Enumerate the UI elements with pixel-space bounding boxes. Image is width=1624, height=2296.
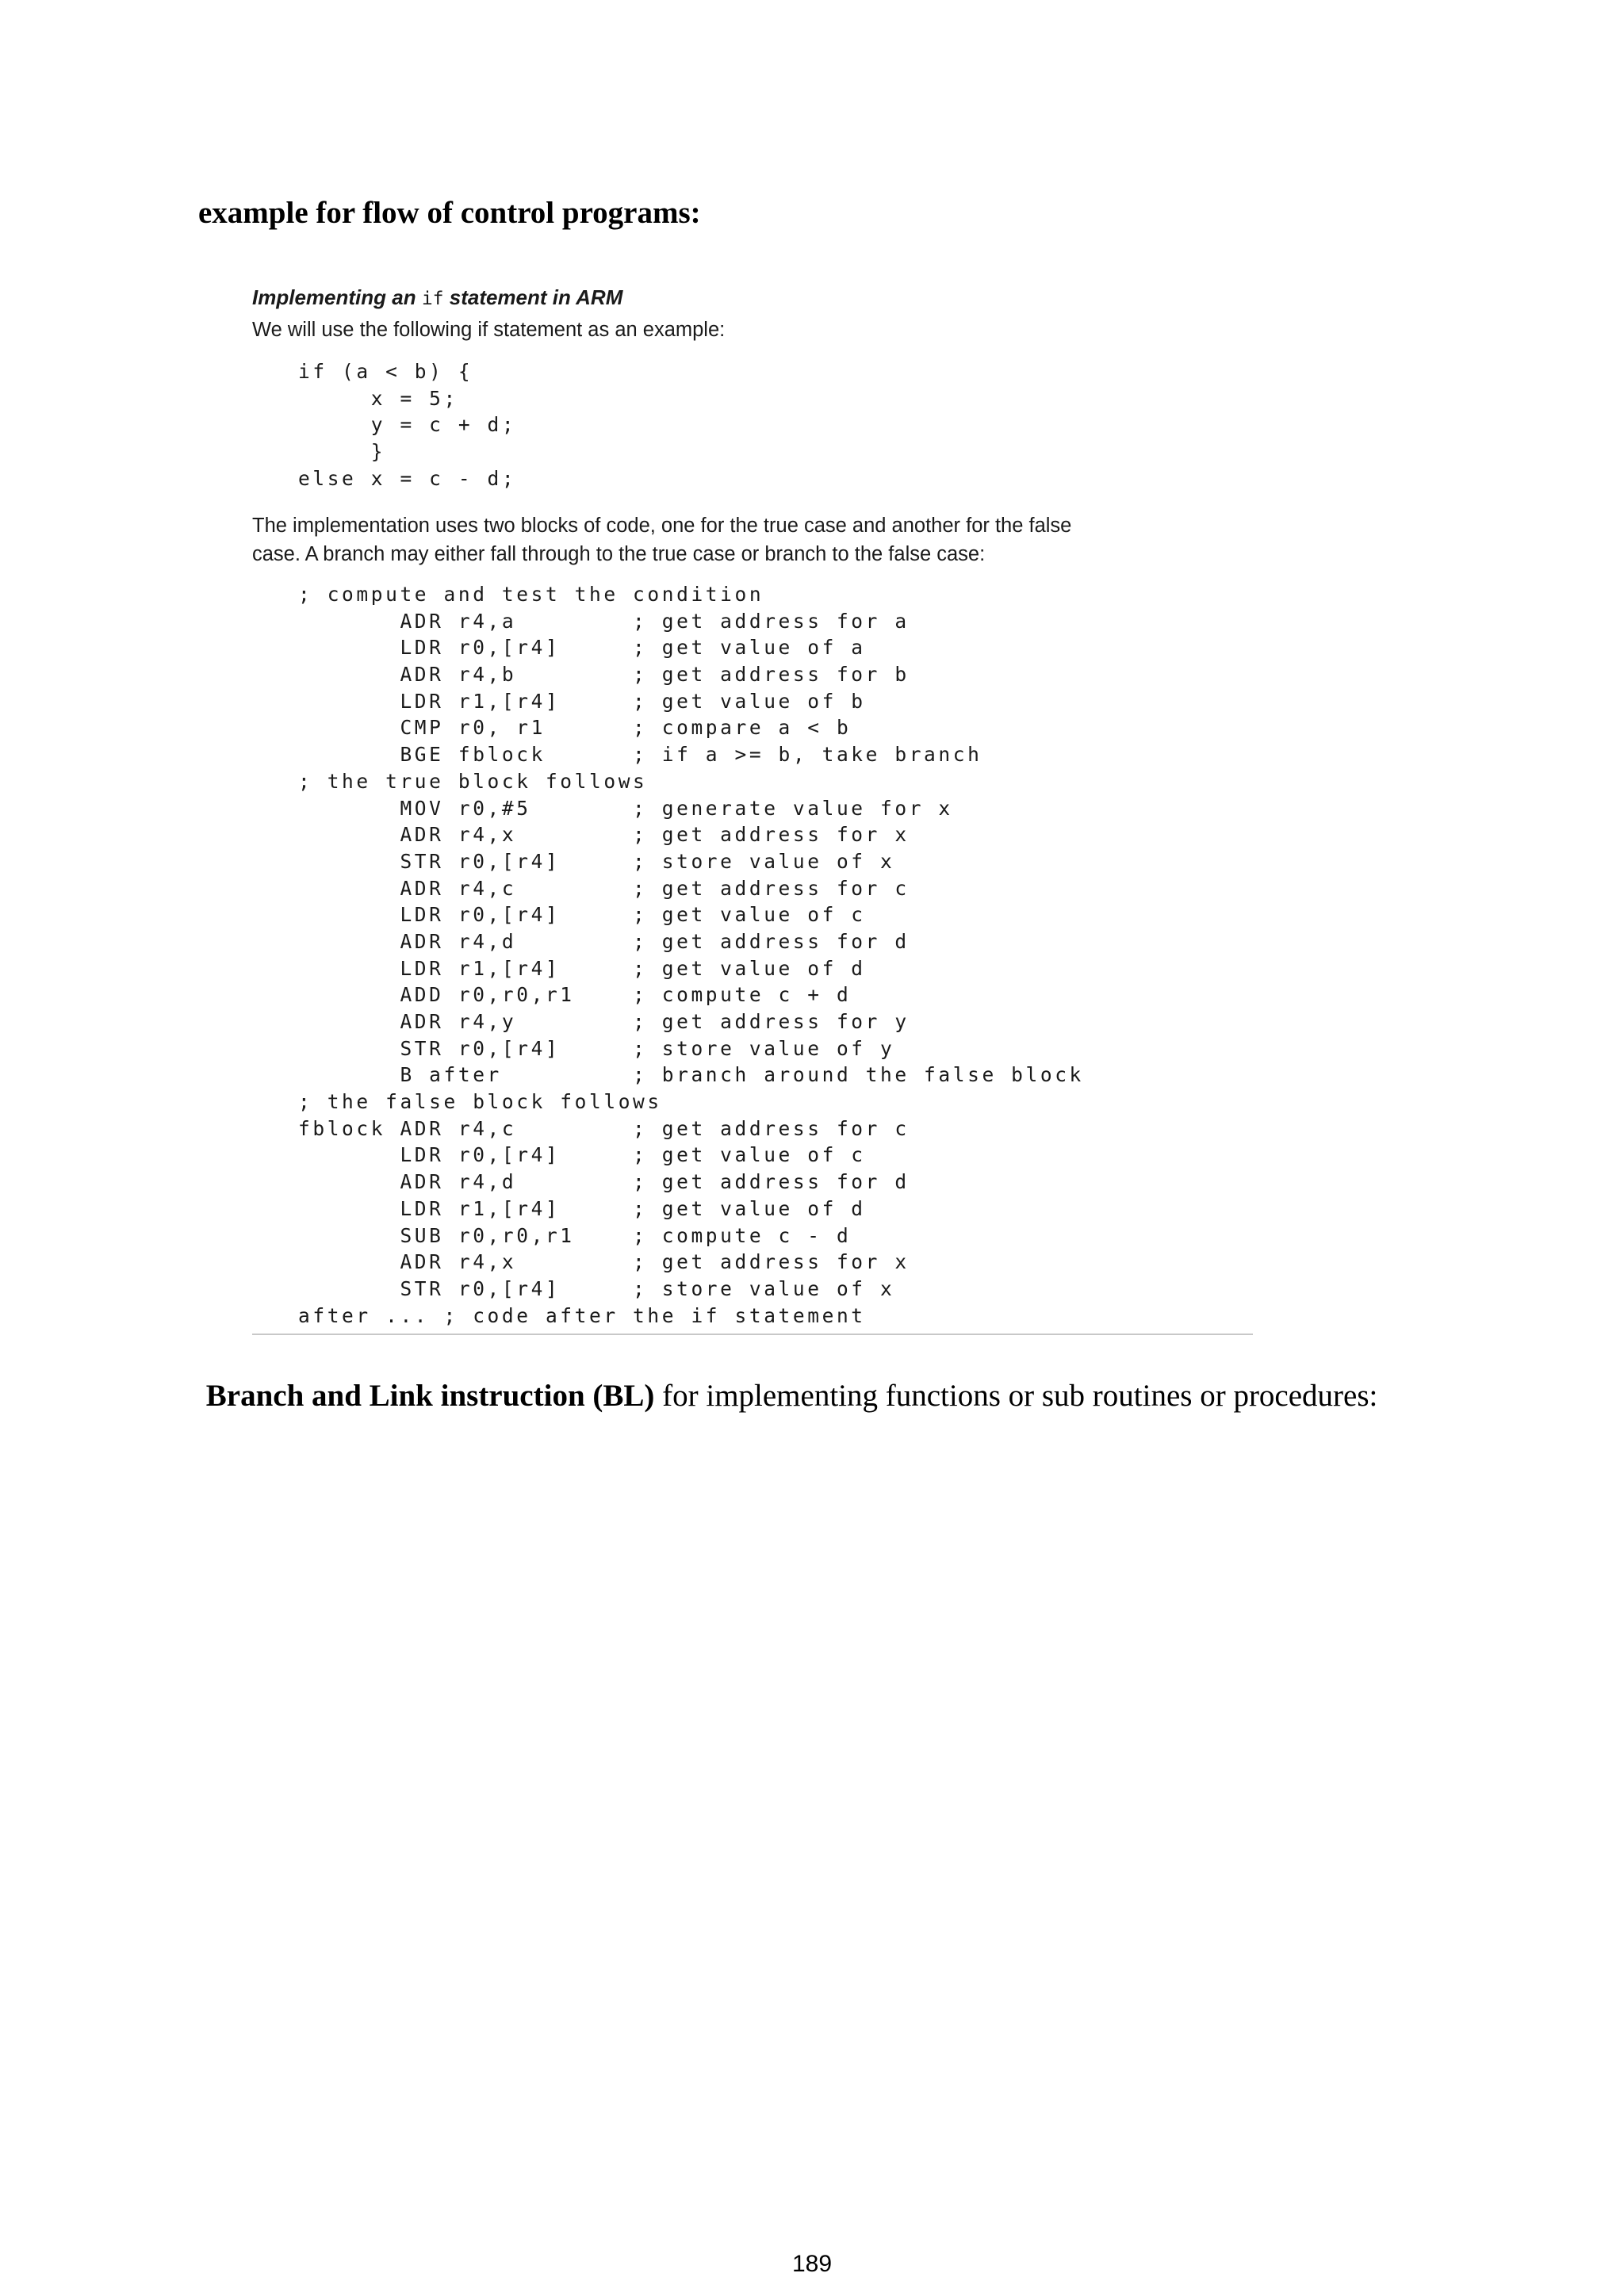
asm-code-line: STR r0,[r4] ; store value of x	[298, 1276, 895, 1300]
asm-code-line: after ... ; code after the if statement	[298, 1303, 866, 1327]
c-code-line: if (a < b) {	[298, 360, 473, 383]
asm-code-line: ; the false block follows	[298, 1090, 662, 1114]
figure-title-prefix: Implementing an	[252, 285, 422, 309]
figure-explanation-line: case. A branch may either fall through to the true case or branch to the false case:	[252, 543, 986, 565]
asm-code-line: SUB r0,r0,r1 ; compute c - d	[298, 1223, 852, 1247]
figure-explanation	[252, 511, 1071, 568]
asm-code-line: ADR r4,a ; get address for a	[298, 609, 910, 633]
asm-code-line: LDR r0,[r4] ; get value of c	[298, 1143, 866, 1167]
asm-code-line: ADR r4,x ; get address for x	[298, 1250, 910, 1274]
figure-intro: We will use the following if statement as an example:	[252, 319, 726, 341]
asm-code-line: ADR r4,d ; get address for d	[298, 929, 910, 953]
bl-paragraph-rest: for implementing functions or sub routines or procedures:	[654, 1379, 1378, 1413]
code-figure	[252, 285, 1253, 1335]
asm-code-line: ADR r4,y ; get address for y	[298, 1010, 910, 1033]
asm-code-line: LDR r0,[r4] ; get value of a	[298, 636, 866, 660]
asm-code-line: STR r0,[r4] ; store value of y	[298, 1036, 895, 1060]
figure-title	[252, 285, 622, 311]
figure-title-code: if	[421, 289, 444, 309]
c-code-line: }	[298, 440, 386, 464]
bl-paragraph	[198, 1377, 1435, 1414]
asm-code-line: LDR r1,[r4] ; get value of d	[298, 1196, 866, 1220]
asm-code-line: fblock ADR r4,c ; get address for c	[298, 1116, 910, 1140]
c-code-line: y = c + d;	[298, 413, 517, 437]
asm-code-line: STR r0,[r4] ; store value of x	[298, 849, 895, 873]
asm-code-line: LDR r1,[r4] ; get value of d	[298, 956, 866, 980]
asm-code-line: CMP r0, r1 ; compare a < b	[298, 716, 852, 740]
asm-code-line: LDR r0,[r4] ; get value of c	[298, 903, 866, 927]
asm-code-line: B after ; branch around the false block	[298, 1063, 1084, 1087]
asm-code-line: BGE fblock ; if a >= b, take branch	[298, 743, 982, 767]
asm-code-line: ; the true block follows	[298, 769, 648, 793]
bl-paragraph-bold: Branch and Link instruction (BL)	[205, 1379, 655, 1413]
asm-code-line: ADR r4,d ; get address for d	[298, 1170, 910, 1194]
figure-explanation-line: The implementation uses two blocks of code, one for the true case and another for the false	[252, 515, 1072, 537]
asm-code-line: ADD r0,r0,r1 ; compute c + d	[298, 983, 852, 1007]
section-heading: example for flow of control programs:	[198, 196, 701, 230]
asm-code-line: LDR r1,[r4] ; get value of b	[298, 689, 866, 713]
asm-code-line: ; compute and test the condition	[298, 583, 764, 606]
asm-code-line: ADR r4,x ; get address for x	[298, 823, 910, 847]
c-code-line: else x = c - d;	[298, 466, 517, 490]
c-code-line: x = 5;	[298, 386, 458, 410]
asm-code-line: MOV r0,#5 ; generate value for x	[298, 796, 953, 820]
asm-code-block	[298, 581, 1084, 1329]
asm-code-line: ADR r4,c ; get address for c	[298, 876, 910, 900]
asm-code-line: ADR r4,b ; get address for b	[298, 663, 910, 687]
page-number: 189	[791, 2251, 833, 2277]
figure-title-suffix: statement in ARM	[443, 285, 623, 309]
c-code-block	[298, 358, 516, 492]
